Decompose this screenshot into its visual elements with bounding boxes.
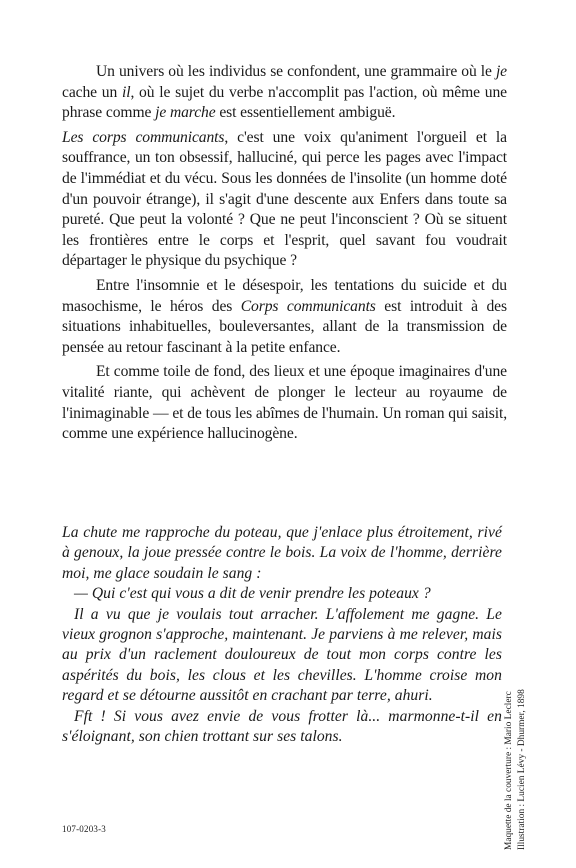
emphasis-je: je <box>495 63 507 80</box>
text-run: Entre l'insomnie et le désespoir, les tentations du suicide et du masochisme, le héros des <box>62 276 507 315</box>
text-run: cache un <box>62 83 122 101</box>
text-run: Un univers où les individus se confondent, une grammaire où le <box>96 63 496 80</box>
text-run: est introduit à des situations inhabituelles, bouleversantes, allant de la transmission de pensée au retour fascinant à la petite enfance. <box>62 297 507 356</box>
cover-credits <box>503 689 529 850</box>
excerpt-paragraph-1: La chute me rapproche du poteau, que j'enlace plus étroitement, rivé à genoux, la joue pressée contre le bois. La voix de l'homme, derrière moi, me glace soudain le sang : <box>62 524 502 582</box>
text-run: est essentiellement ambiguë. <box>215 104 396 122</box>
book-title-italic: Corps communicants <box>240 297 376 315</box>
emphasis-il: il <box>121 83 131 101</box>
excerpt-text <box>62 523 502 747</box>
book-title-italic: Les corps communicants <box>62 128 225 146</box>
excerpt-paragraph-4: Fft ! Si vous avez envie de vous frotter là... marmonne-t-il en s'éloignant, son chien trottant sur ses talons. <box>62 707 502 746</box>
excerpt-paragraph-2: — Qui c'est qui vous a dit de venir prendre les poteaux ? <box>74 585 431 603</box>
blurb-paragraph-2 <box>62 128 507 272</box>
emphasis-je-marche: je marche <box>155 104 216 122</box>
blurb-text <box>62 62 507 449</box>
catalog-number: 107-0203-3 <box>62 824 106 834</box>
text-run: , c'est une voix qu'animent l'orgueil et la souffrance, un ton obsessif, halluciné, qui perce les pages avec l'impact de l'immédiat et du vécu. Sous les données de l'insolite (un homme doté d'un pouvoir étrange), il s'agit d'une descente aux Enfers dans toute sa pureté. Que peut la volonté ? Que ne peut l'inconscient ? Où se situent les frontières entre le corps et l'esprit, quel savant fou voudrait départager le physique du psychique ? <box>62 128 507 270</box>
illustration-credit: Illustration : Lucien Lévy - Dhurmer, 1898 <box>517 689 527 850</box>
cover-design-credit: Maquette de la couverture : Mario Leclerc <box>504 691 514 850</box>
blurb-paragraph-4: Et comme toile de fond, des lieux et une époque imaginaires d'une vitalité riante, qui achèvent de plonger le lecteur au royaume de l'inimaginable — et de tous les abîmes de l'humain. Un roman qui saisit, comme une expérience hallucinogène. <box>62 363 507 443</box>
blurb-paragraph-1 <box>62 62 507 124</box>
text-run: , où le sujet du verbe n'accomplit pas l'action, où même une phrase comme <box>62 83 507 122</box>
blurb-paragraph-3 <box>62 276 507 358</box>
excerpt-paragraph-3: Il a vu que je voulais tout arracher. L'affolement me gagne. Le vieux grognon s'approche, maintenant. Je parviens à me relever, mais au prix d'un raclement douloureux de tout mon corps contre les aspérités du bois, les clous et les chevilles. L'homme croise mon regard et se détourne aussitôt en crachant par terre, ahuri. <box>62 605 502 705</box>
